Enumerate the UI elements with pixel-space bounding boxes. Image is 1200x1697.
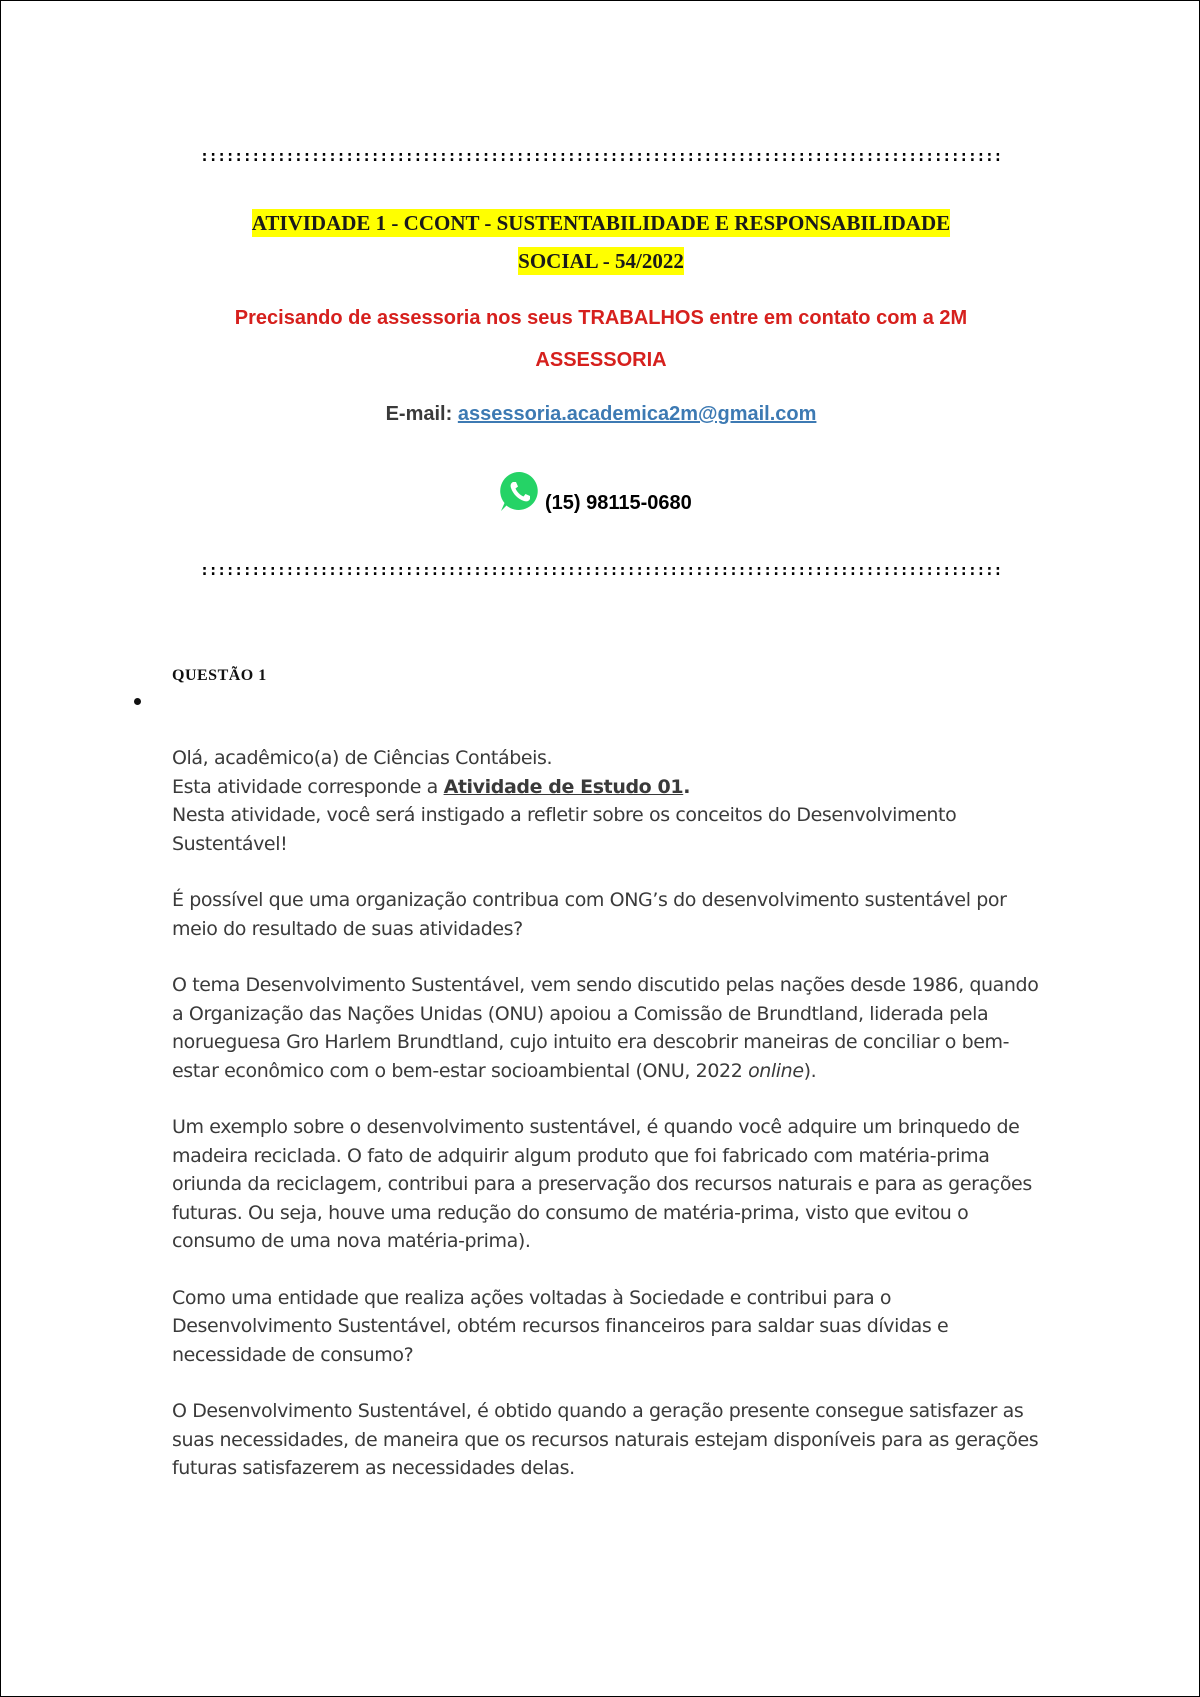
top-separator: :::::::::::::::::::::::::::::::::::::::::::::::::::::::::::::::::::::::::::::::::::::::::::::: [200,147,1002,165]
paragraph-3-main: O tema Desenvolvimento Sustentável, vem sendo discutido pelas nações desde 1986, quando a Organização das Nações Unidas (ONU) apoiou a Comissão de Brundtland, liderada pela norueguesa Gro Harlem Brundtland, cujo intuito era descobrir maneiras de conciliar o bem-estar econômico com o bem-estar socioambiental (ONU, 2022 [172,974,1039,1082]
bullet-point [134,698,141,705]
whatsapp-icon [497,469,543,515]
activity-title [1,204,1200,280]
title-line-2: SOCIAL - 54/2022 [518,249,684,273]
intro-paragraph [172,744,1052,858]
paragraph-3-end: ). [803,1059,817,1082]
intro-line-2-post: . [683,775,691,798]
study-activity-link[interactable]: Atividade de Estudo 01 [443,775,684,798]
paragraph-4: Um exemplo sobre o desenvolvimento sustentável, é quando você adquire um brinquedo de madeira reciclada. O fato de adquirir algum produto que foi fabricado com matéria-prima oriunda da reciclagem, contribui para a preservação dos recursos naturais e para as gerações futuras. Ou seja, houve uma redução do consumo de matéria-prima, visto que evitou o consumo de uma nova matéria-prima). [172,1116,1032,1252]
intro-line-1: Olá, acadêmico(a) de Ciências Contábeis. [172,747,553,769]
paragraph-6: O Desenvolvimento Sustentável, é obtido quando a geração presente consegue satisfazer as suas necessidades, de maneira que os recursos naturais estejam disponíveis para as gerações futuras satisfazerem as necessidades delas. [172,1400,1039,1479]
paragraph-2: É possível que uma organização contribua com ONG’s do desenvolvimento sustentável por meio do resultado de suas atividades? [172,889,1007,940]
email-link[interactable]: assessoria.academica2m@gmail.com [457,403,817,425]
paragraph-5: Como uma entidade que realiza ações voltadas à Sociedade e contribui para o Desenvolvimento Sustentável, obtém recursos financeiros para saldar suas dívidas e necessidade de consumo? [172,1286,949,1366]
paragraph-3-italic: online [748,1059,804,1082]
paragraph-3 [172,971,1052,1085]
question-label: QUESTÃO 1 [172,667,267,684]
bottom-separator: :::::::::::::::::::::::::::::::::::::::::::::::::::::::::::::::::::::::::::::::::::::::::::::: [200,561,1002,579]
intro-line-3: Nesta atividade, você será instigado a refletir sobre os conceitos do Desenvolvimento Sustentável! [172,804,957,855]
question-body [172,744,1052,1511]
email-label: E-mail: [385,403,453,425]
promo-line-1: Precisando de assessoria nos seus TRABALHOS entre em contato com a 2M [234,307,968,329]
phone-number[interactable]: (15) 98115-0680 [545,492,692,514]
promo-line-2: ASSESSORIA [535,349,667,371]
phone-line [497,469,692,515]
promo-text [1,297,1200,381]
email-line [1,403,1200,426]
title-line-1: ATIVIDADE 1 - CCONT - SUSTENTABILIDADE E RESPONSABILIDADE [251,211,951,235]
intro-line-2-pre: Esta atividade corresponde a [172,775,444,798]
